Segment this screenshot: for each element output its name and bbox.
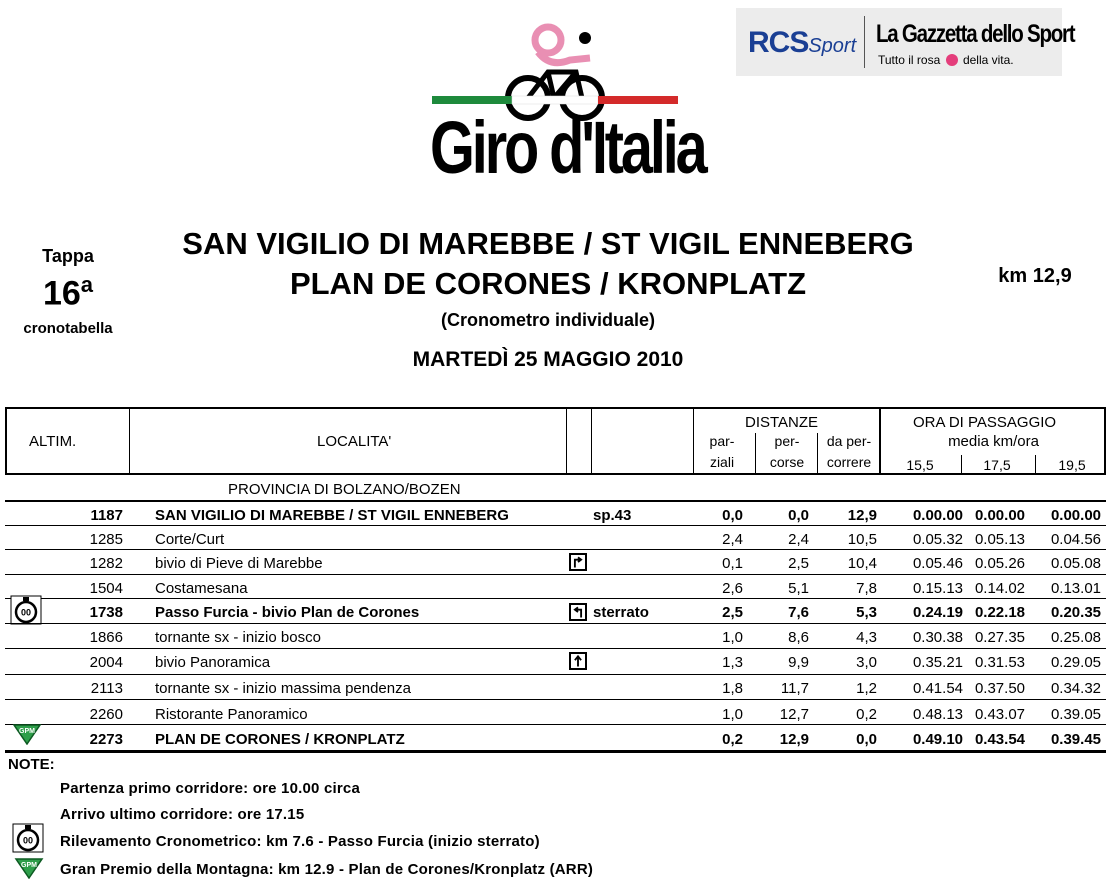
stage-date: MARTEDÌ 25 MAGGIO 2010 xyxy=(412,348,684,371)
cell-altitude: 1504 xyxy=(89,580,123,597)
stopwatch-icon xyxy=(12,823,44,853)
tappa-subtitle: cronotabella xyxy=(23,320,113,337)
cell-dapercorrere: 4,3 xyxy=(856,629,877,646)
cell-percorse: 2,5 xyxy=(788,555,809,572)
cell-time-15: 0.24.19 xyxy=(912,604,963,621)
col-divider xyxy=(693,409,694,475)
cell-altitude: 2260 xyxy=(89,706,123,723)
cell-time-17: 0.43.07 xyxy=(974,706,1025,723)
cell-dapercorrere: 0,0 xyxy=(856,731,877,748)
table-row xyxy=(5,551,1106,576)
cell-altitude: 1282 xyxy=(89,555,123,572)
cell-altitude: 2004 xyxy=(89,654,123,671)
cell-location: PLAN DE CORONES / KRONPLATZ xyxy=(155,731,405,748)
tagline-post: della vita. xyxy=(962,53,1014,67)
cell-time-15: 0.35.21 xyxy=(912,654,963,671)
cell-percorse: 2,4 xyxy=(788,531,809,548)
cell-parziali: 1,0 xyxy=(722,629,743,646)
cell-time-17: 0.22.18 xyxy=(974,604,1025,621)
header-altim: ALTIM. xyxy=(29,433,77,450)
cell-time-17: 0.31.53 xyxy=(974,654,1025,671)
cell-dapercorrere: 3,0 xyxy=(856,654,877,671)
col-divider xyxy=(591,409,592,475)
cell-time-19: 0.00.00 xyxy=(1050,507,1101,524)
cell-time-17: 0.37.50 xyxy=(974,680,1025,697)
sponsor-banner xyxy=(736,8,1075,76)
rcs-text: RCS xyxy=(748,26,809,59)
table-row xyxy=(5,625,1106,650)
sponsor-divider xyxy=(864,16,865,68)
stage-distance: km 12,9 xyxy=(998,265,1072,287)
gpm-mountain-icon xyxy=(14,857,44,879)
gazzetta-tagline xyxy=(878,53,1014,67)
stopwatch-icon-text: 00 xyxy=(22,835,34,846)
cell-time-19: 0.34.32 xyxy=(1050,680,1101,697)
cell-time-15: 0.15.13 xyxy=(912,580,963,597)
row-separator xyxy=(5,525,1106,526)
cell-parziali: 0,0 xyxy=(722,507,743,524)
cell-location: bivio Panoramica xyxy=(155,654,271,671)
cell-time-17: 0.43.54 xyxy=(974,731,1025,748)
cell-parziali: 1,0 xyxy=(722,706,743,723)
rcs-sport-text: Sport xyxy=(808,35,857,57)
stopwatch-icon-text: 00 xyxy=(20,607,32,618)
rcs-logo xyxy=(748,26,856,60)
cell-parziali: 1,3 xyxy=(722,654,743,671)
cell-location: Passo Furcia - bivio Plan de Corones xyxy=(155,604,420,621)
brand-wordmark: Giro d'Italia xyxy=(430,106,705,189)
table-row xyxy=(5,600,1106,625)
note-finish-time: Arrivo ultimo corridore: ore 17.15 xyxy=(60,806,305,823)
cell-altitude: 1285 xyxy=(89,531,123,548)
straight-arrow-icon xyxy=(569,652,587,670)
cell-parziali: 2,5 xyxy=(722,604,743,621)
row-separator xyxy=(5,500,1106,502)
rosa-dot-icon xyxy=(946,54,958,66)
cell-percorse: 11,7 xyxy=(780,680,809,697)
gpm-icon-text: GPM xyxy=(19,728,35,735)
cell-percorse: 12,7 xyxy=(779,706,809,723)
cell-altitude: 1187 xyxy=(90,507,123,524)
header-ora: ORA DI PASSAGGIO xyxy=(913,414,1057,431)
header-percorse-2: corse xyxy=(769,454,805,470)
cell-dapercorrere: 5,3 xyxy=(856,604,877,621)
tappa-label: Tappa xyxy=(42,246,94,266)
cell-altitude: 2273 xyxy=(89,731,123,748)
cell-altitude: 2113 xyxy=(90,680,123,697)
header-speed-1: 15,5 xyxy=(906,457,934,473)
cell-note: sp.43 xyxy=(593,507,632,524)
stage-type: (Cronometro individuale) xyxy=(440,310,655,330)
cell-percorse: 8,6 xyxy=(788,629,809,646)
header-distanze: DISTANZE xyxy=(745,414,819,431)
cell-time-19: 0.39.05 xyxy=(1050,706,1101,723)
tappa-number-value: 16 xyxy=(42,274,81,313)
row-separator xyxy=(5,674,1106,675)
row-separator xyxy=(5,598,1106,599)
table-row xyxy=(5,727,1106,752)
cell-altitude: 1866 xyxy=(89,629,123,646)
header-localita: LOCALITA' xyxy=(317,433,392,450)
cell-location: Ristorante Panoramico xyxy=(155,706,308,723)
table-bottom-border xyxy=(5,750,1106,753)
cell-dapercorrere: 12,9 xyxy=(847,507,877,524)
tappa-number xyxy=(18,272,118,313)
cell-dapercorrere: 0,2 xyxy=(856,706,877,723)
turn-right-arrow-icon xyxy=(569,553,587,571)
cell-location: SAN VIGILIO DI MAREBBE / ST VIGIL ENNEBERG xyxy=(155,507,509,524)
tagline-pre: Tutto il rosa xyxy=(878,53,941,67)
cell-location: tornante sx - inizio bosco xyxy=(155,629,321,646)
cell-percorse: 9,9 xyxy=(788,654,809,671)
subcol-divider xyxy=(961,455,962,475)
cell-parziali: 1,8 xyxy=(722,680,743,697)
cell-percorse: 12,9 xyxy=(779,731,809,748)
cell-time-19: 0.29.05 xyxy=(1050,654,1101,671)
cell-time-19: 0.13.01 xyxy=(1050,580,1101,597)
col-divider xyxy=(129,409,130,475)
header-parziali-2: ziali xyxy=(709,454,735,470)
gazzetta-logo: La Gazzetta dello Sport xyxy=(876,20,1075,48)
row-separator xyxy=(5,549,1106,550)
cell-percorse: 7,6 xyxy=(788,604,809,621)
cell-altitude: 1738 xyxy=(89,604,123,621)
cell-time-17: 0.27.35 xyxy=(974,629,1025,646)
cell-time-15: 0.41.54 xyxy=(912,680,963,697)
cell-note: sterrato xyxy=(593,604,649,621)
cell-time-17: 0.14.02 xyxy=(974,580,1025,597)
cell-time-15: 0.30.38 xyxy=(912,629,963,646)
cell-time-17: 0.00.00 xyxy=(974,507,1025,524)
notes-label: NOTE: xyxy=(8,756,55,773)
header-parziali-1: par- xyxy=(709,433,735,449)
cell-location: tornante sx - inizio massima pendenza xyxy=(155,680,411,697)
stage-title-finish: PLAN DE CORONES / KRONPLATZ xyxy=(289,266,807,301)
cell-parziali: 2,4 xyxy=(722,531,743,548)
header-dapercorrere-2: correre xyxy=(826,454,872,470)
header-dapercorrere-1: da per- xyxy=(826,433,872,449)
cell-location: Costamesana xyxy=(155,580,248,597)
cell-time-17: 0.05.26 xyxy=(974,555,1025,572)
cell-location: bivio di Pieve di Marebbe xyxy=(155,555,323,572)
cell-time-19: 0.39.45 xyxy=(1050,731,1101,748)
subcol-divider xyxy=(755,433,756,475)
stage-title-start: SAN VIGILIO DI MAREBBE / ST VIGIL ENNEBERG xyxy=(182,226,914,261)
cell-time-19: 0.25.08 xyxy=(1050,629,1101,646)
gpm-icon-text: GPM xyxy=(21,862,37,869)
cell-time-15: 0.00.00 xyxy=(912,507,963,524)
table-header xyxy=(5,407,1106,475)
cell-dapercorrere: 1,2 xyxy=(856,680,877,697)
cell-dapercorrere: 10,4 xyxy=(847,555,877,572)
header-percorse-1: per- xyxy=(774,433,800,449)
note-start-time: Partenza primo corridore: ore 10.00 circa xyxy=(60,780,360,797)
subcol-divider xyxy=(1035,455,1036,475)
cell-dapercorrere: 7,8 xyxy=(856,580,877,597)
subcol-divider xyxy=(817,433,818,475)
row-separator xyxy=(5,623,1106,624)
cell-time-15: 0.48.13 xyxy=(912,706,963,723)
table-row xyxy=(5,676,1106,701)
header-media: media km/ora xyxy=(948,433,1039,450)
header-speed-2: 17,5 xyxy=(983,457,1011,473)
col-divider xyxy=(566,409,567,475)
cell-time-15: 0.05.46 xyxy=(912,555,963,572)
cell-parziali: 2,6 xyxy=(722,580,743,597)
cell-percorse: 0,0 xyxy=(788,507,809,524)
header-speed-3: 19,5 xyxy=(1058,457,1086,473)
tappa-number-suffix: a xyxy=(80,272,94,297)
cell-location: Corte/Curt xyxy=(155,531,225,548)
row-separator xyxy=(5,648,1106,649)
cell-time-19: 0.04.56 xyxy=(1050,531,1101,548)
cell-time-19: 0.05.08 xyxy=(1050,555,1101,572)
cell-time-15: 0.49.10 xyxy=(912,731,963,748)
note-gpm: Gran Premio della Montagna: km 12.9 - Plan de Corones/Kronplatz (ARR) xyxy=(60,861,594,878)
cell-dapercorrere: 10,5 xyxy=(847,531,877,548)
note-timing-point: Rilevamento Cronometrico: km 7.6 - Passo Furcia (inizio sterrato) xyxy=(60,833,540,850)
cell-time-19: 0.20.35 xyxy=(1050,604,1101,621)
row-separator xyxy=(5,574,1106,575)
turn-left-arrow-icon xyxy=(569,603,587,621)
cell-percorse: 5,1 xyxy=(788,580,809,597)
cell-time-15: 0.05.32 xyxy=(912,531,963,548)
cell-parziali: 0,2 xyxy=(722,731,743,748)
cell-parziali: 0,1 xyxy=(722,555,743,572)
row-separator xyxy=(5,699,1106,700)
cell-time-17: 0.05.13 xyxy=(974,531,1025,548)
province-label: PROVINCIA DI BOLZANO/BOZEN xyxy=(228,481,461,498)
table-row xyxy=(5,650,1106,675)
row-separator xyxy=(5,724,1106,725)
